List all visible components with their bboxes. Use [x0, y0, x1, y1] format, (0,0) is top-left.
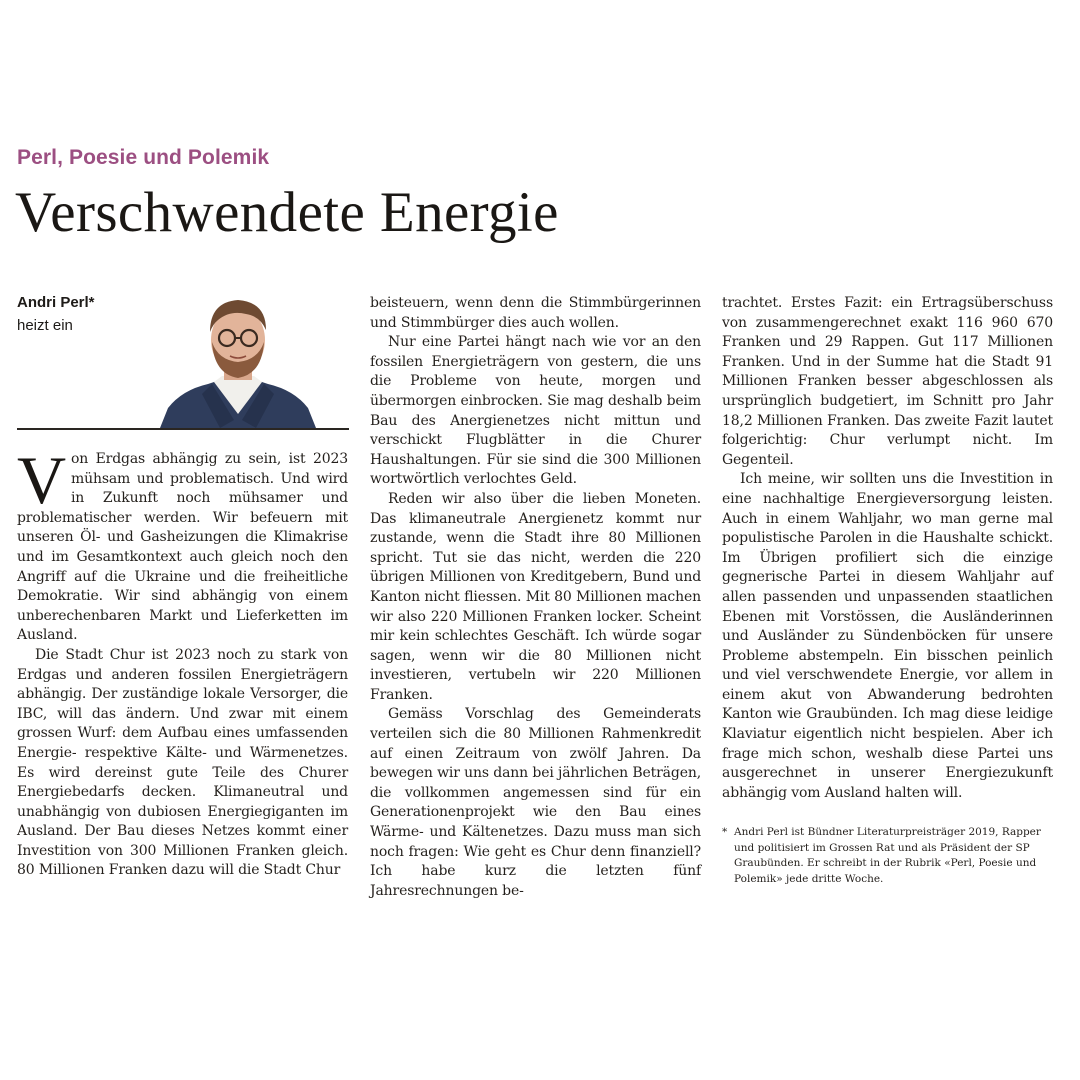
drop-cap: V [17, 442, 66, 518]
article-column-3 [722, 294, 1053, 803]
paragraph: Ich meine, wir sollten uns die Investition in eine nachhaltige Energieversorgung leisten. Auch in einem Wahljahr, wo man gerne mal populistische Parolen in die Haushalte schickt. Im Übrigen profiliert sich die einzige gegnerische Partei in diesem Wahljahr auf allen passenden und unpassenden staatlichen Ebenen mit Vorstössen, die Ausländerinnen und Ausländer zu Sündenböcken für unsere Probleme abstempeln. Ein bisschen peinlich und viel verschwendete Energie, vor allem in einem akut von Abwanderung bedrohten Kanton wie Graubünden. Ich mag diese leidige Klaviatur eigentlich nicht bespielen. Aber ich frage mich schon, weshalb diese Partei uns ausgerechnet in unserer Energiezukunft abhängig vom Ausland halten will. [722, 471, 1053, 801]
paragraph: Reden wir also über die lieben Moneten. Das klimaneutrale Anergienetz kommt nur zustande, wenn die Stadt ihre 80 Millionen spricht. Tut sie das nicht, werden die 220 übrigen Millionen von Kreditgebern, Bund und Kanton nicht fliessen. Mit 80 Millionen machen wir also 220 Millionen Franken locker. Scheint mir kein schlechtes Geschäft. Ich würde sogar sagen, wenn wir die 80 Millionen nicht investieren, vertubeln wir 220 Millionen Franken. [370, 490, 701, 703]
paragraph: Nur eine Partei hängt nach wie vor an den fossilen Energieträgern von gestern, die uns die Probleme von heute, morgen und übermorgen einbrocken. Sie mag deshalb beim Bau des Anergienetzes nicht mittun und verschickt Flugblätter in die Churer Haushaltungen. Für sie sind die 300 Millionen wortwörtlich verlochtes Geld. [370, 334, 701, 488]
article-column-1 [17, 442, 348, 881]
footnote-marker: * [722, 826, 728, 838]
paragraph: Die Stadt Chur ist 2023 noch zu stark von Erdgas und anderen fossilen Energieträgern abhängig. Der zuständige lokale Versorger, die IBC, will das ändern. Und zwar mit einem grossen Wurf: dem Aufbau eines umfassenden Energie- respektive Kälte- und Wärmenetzes. Es wird dereinst gute Teile des Churer Energiebedarfs decken. Klimaneutral und unabhängig von dubiosen Energiegiganten im Ausland. Der Bau dieses Netzes kommt einer Investition von 300 Millionen Franken gleich. 80 Millionen Franken dazu will die Stadt Chur [17, 646, 348, 879]
paragraph: trachtet. Erstes Fazit: ein Ertragsüberschuss von zusammengerechnet exakt 116 960 670 Franken und 29 Rappen. Gut 117 Millionen Franken. Und in der Summe hat die Stadt 91 Millionen Franken besser abgeschlossen als ursprünglich budgetiert, im Schnitt pro Jahr 18,2 Millionen Franken. Das zweite Fazit lautet folgerichtig: Chur verlumpt nicht. Im Gegenteil. [722, 295, 1053, 468]
author-name: Andri Perl* [17, 294, 95, 311]
paragraph: Gemäss Vorschlag des Gemeinderats verteilen sich die 80 Millionen Rahmenkredit auf einen Zeitraum von zwölf Jahren. Da bewegen wir uns dann bei jährlichen Beträgen, die vollkommen angemessen sind für ein Generationenprojekt wie den Bau eines Wärme- und Kältenetzes. Dazu muss man sich noch fragen: Wie geht es Chur denn finanziell? Ich habe kurz die letzten fünf Jahresrechnungen be- [370, 706, 701, 899]
author-footnote [722, 825, 1047, 887]
author-photo [158, 290, 318, 428]
paragraph: beisteuern, wenn denn die Stimmbürgerinnen und Stimmbürger dies auch wollen. [370, 295, 701, 331]
paragraph: Von Erdgas abhängig zu sein, ist 2023 mühsam und problematisch. Und wird in Zukunft noch mühsamer und problematischer werden. Wir befeuern mit unseren Öl- und Gasheizungen die Klimakrise und im Gesamtkontext auch gleich noch den Angriff auf die Ukraine und die freiheitliche Demokratie. Wir sind abhängig von einem unberechenbaren Markt und Lieferketten im Ausland. [17, 442, 348, 644]
article-headline: Verschwendete Energie [15, 181, 559, 244]
rubric-kicker: Perl, Poesie und Polemik [17, 146, 270, 169]
footnote-text: Andri Perl ist Bündner Literaturpreisträger 2019, Rapper und politisiert im Grossen Rat und als Präsident der SP Graubünden. Er schreibt in der Rubrik «Perl, Poesie und Polemik» jede dritte Woche. [734, 826, 1041, 885]
author-divider [17, 428, 349, 430]
article-column-2 [370, 294, 701, 901]
author-role: heizt ein [17, 317, 73, 334]
